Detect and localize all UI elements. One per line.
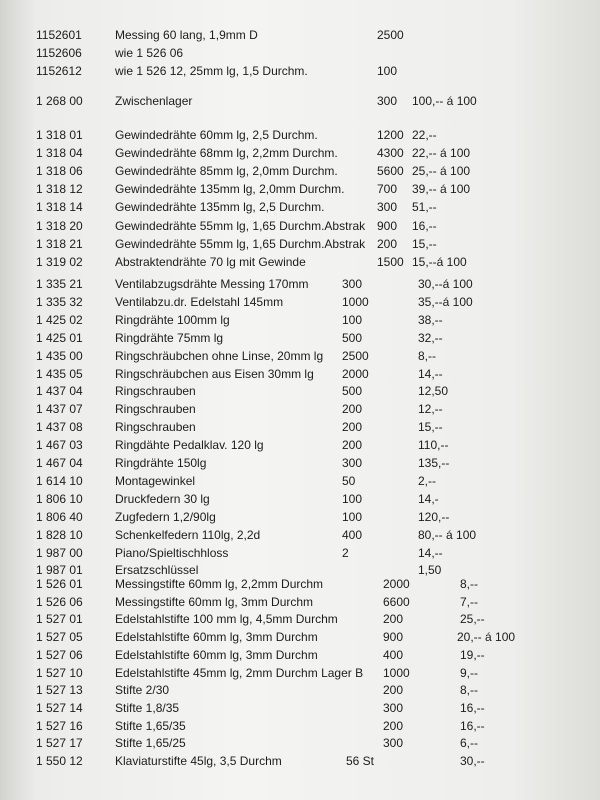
item-description: Stifte 1,65/35 [115,718,186,733]
price: 14,- [418,491,439,506]
price: 12,-- [418,402,443,417]
quantity: 100 [342,312,363,327]
table-row [0,382,600,400]
table-row [0,490,600,508]
item-description: Montagewinkel [115,473,196,488]
table-row [0,275,600,293]
table-row [0,26,600,44]
article-number: 1 527 17 [36,736,83,751]
article-number: 1152601 [36,28,82,42]
quantity: 1500 [377,254,404,269]
item-description: Ersatzschlüssel [115,563,199,578]
quantity: 300 [342,456,363,470]
table-row [0,664,600,682]
table-row [0,717,600,735]
quantity: 1000 [383,665,410,680]
table-row [0,508,600,526]
article-number: 1 318 06 [36,164,83,179]
article-number: 1 987 00 [36,545,83,560]
article-number: 1 614 10 [36,473,83,488]
table-row [0,126,600,144]
table-row [0,734,600,752]
article-number: 1 527 14 [36,700,83,715]
item-description: Messingstifte 60mm lg, 2,2mm Durchm [115,577,324,591]
quantity: 6600 [383,594,410,609]
quantity: 200 [342,420,363,435]
price: 51,-- [412,200,437,215]
article-number: 1 437 04 [36,384,83,399]
article-number: 1 806 10 [36,491,83,506]
price: 22,-- á 100 [412,146,471,161]
price: 80,-- á 100 [418,527,477,542]
table-row [0,144,600,162]
item-description: Schenkelfedern 110lg, 2,2d [115,527,261,542]
item-description: Klaviaturstifte 45lg, 3,5 Durchm [115,754,282,768]
price: 8,-- [418,348,436,363]
article-number: 1 435 00 [36,348,83,363]
price: 32,-- [418,330,443,345]
item-description: Stifte 2/30 [115,683,170,698]
price: 22,-- [412,128,437,142]
article-number: 1 268 00 [36,94,83,108]
item-description: Stifte 1,65/25 [115,736,186,751]
quantity: 500 [342,384,363,399]
table-row [0,217,600,235]
article-number: 1152606 [36,46,82,61]
item-description: Zwischenlager [115,94,193,108]
table-row [0,293,600,311]
quantity: 100 [342,491,363,506]
table-row [0,329,600,347]
article-number: 1 335 21 [36,277,83,291]
quantity: 300 [342,277,363,291]
table-row [0,235,600,253]
price: 8,-- [460,683,478,698]
item-description: Edelstahlstifte 60mm lg, 3mm Durchm [115,630,318,645]
price: 35,--á 100 [418,294,473,309]
item-description: Gewindedrähte 60mm lg, 2,5 Durchm. [115,128,318,142]
quantity: 1000 [342,294,369,309]
price: 30,--á 100 [418,277,473,291]
article-number: 1 527 01 [36,612,83,627]
article-number: 1 318 04 [36,146,83,161]
quantity: 2000 [383,577,410,591]
table-row [0,593,600,611]
article-number: 1 550 12 [36,754,83,768]
price: 9,-- [460,665,478,680]
quantity: 200 [342,438,363,453]
table-row [0,544,600,562]
table-row [0,752,600,770]
item-description: Piano/Spieltischhloss [115,545,229,560]
article-number: 1 425 01 [36,330,83,345]
price: 25,-- [460,612,485,627]
table-row [0,575,600,593]
quantity: 300 [383,736,404,751]
article-number: 1 527 13 [36,683,83,698]
item-description: Gewindedrähte 135mm lg, 2,5 Durchm. [115,200,325,215]
article-number: 1 435 05 [36,366,83,381]
price: 16,-- [460,700,485,715]
price: 2,-- [418,473,436,488]
price: 110,-- [418,438,449,453]
article-number: 1 318 21 [36,236,83,251]
quantity: 200 [342,402,363,417]
quantity: 200 [383,718,404,733]
quantity: 2500 [377,28,404,42]
quantity: 1200 [377,128,404,142]
quantity: 900 [377,218,398,233]
table-row [0,436,600,454]
quantity: 200 [383,612,404,627]
quantity: 400 [383,647,404,662]
article-number: 1 526 06 [36,594,83,609]
item-description: Ventilabzu.dr. Edelstahl 145mm [115,294,284,309]
table-row [0,162,600,180]
price: 14,-- [418,545,443,560]
quantity: 100 [342,509,363,524]
price: 15,-- [412,236,437,251]
table-row [0,628,600,646]
price: 8,-- [460,577,478,591]
table-row [0,180,600,198]
table-row [0,92,600,110]
quantity: 5600 [377,164,404,179]
price: 7,-- [460,594,478,609]
item-description: Ringschrauben [115,384,196,399]
price: 15,-- [418,420,443,435]
table-row [0,454,600,472]
article-number: 1 526 01 [36,577,83,591]
article-number: 1 828 10 [36,527,83,542]
table-row [0,610,600,628]
price: 6,-- [460,736,478,751]
item-description: Gewindedrähte 135mm lg, 2,0mm Durchm. [115,182,345,197]
table-row [0,699,600,717]
article-number: 1 437 07 [36,402,83,417]
quantity: 300 [377,94,398,108]
item-description: Messing 60 lang, 1,9mm D [115,28,258,42]
article-number: 1 527 16 [36,718,83,733]
item-description: Druckfedern 30 lg [115,491,210,506]
item-description: wie 1 526 06 [115,46,184,61]
table-row [0,198,600,216]
table-row [0,646,600,664]
item-description: Messingstifte 60mm lg, 3mm Durchm [115,594,314,609]
price: 30,-- [460,754,485,768]
table-row [0,44,600,62]
item-description: Edelstahlstifte 45mm lg, 2mm Durchm Lager B [115,665,364,680]
article-number: 1 318 01 [36,128,83,142]
article-number: 1 527 05 [36,630,83,645]
article-number: 1 318 12 [36,182,83,197]
item-description: Ringdrähte 150lg [115,456,207,470]
item-description: Ringschräubchen aus Eisen 30mm lg [115,366,314,381]
table-row [0,400,600,418]
article-number: 1 467 04 [36,456,83,470]
quantity: 2000 [342,366,369,381]
article-number: 1 806 40 [36,509,83,524]
article-number: 1 425 02 [36,312,83,327]
price: 135,-- [418,456,450,470]
price: 16,-- [412,218,437,233]
table-row [0,526,600,544]
item-description: Abstraktendrähte 70 lg mit Gewinde [115,254,306,269]
quantity: 700 [377,182,398,197]
article-number: 1 527 10 [36,665,83,680]
table-row [0,681,600,699]
item-description: Ringdähte Pedalklav. 120 lg [115,438,264,453]
quantity: 56 St [346,754,375,768]
article-number: 1 527 06 [36,647,83,662]
item-description: Zugfedern 1,2/90lg [115,509,216,524]
item-description: Edelstahlstifte 100 mm lg, 4,5mm Durchm [115,612,338,627]
article-number: 1 318 20 [36,218,83,233]
item-description: Stifte 1,8/35 [115,700,180,715]
table-row [0,347,600,365]
quantity: 300 [383,700,404,715]
price: 14,-- [418,366,443,381]
article-number: 1 318 14 [36,200,83,215]
article-number: 1152612 [36,64,82,79]
price: 100,-- á 100 [412,94,477,108]
price: 120,-- [418,509,450,524]
quantity: 200 [377,236,398,251]
item-description: Gewindedrähte 85mm lg, 2,0mm Durchm. [115,164,338,179]
table-row [0,365,600,383]
price: 15,--á 100 [412,254,467,269]
article-number: 1 987 01 [36,563,83,578]
table-row [0,311,600,329]
article-number: 1 335 32 [36,294,83,309]
item-description: Ringschrauben [115,402,196,417]
item-description: Ventilabzugsdrähte Messing 170mm [115,277,309,291]
item-description: Gewindedrähte 68mm lg, 2,2mm Durchm. [115,146,338,161]
item-description: Ringdrähte 100mm lg [115,312,230,327]
price: 25,-- á 100 [412,164,471,179]
article-number: 1 467 03 [36,438,83,453]
quantity: 100 [377,64,398,79]
quantity: 2 [342,545,349,560]
table-row [0,472,600,490]
item-description: Ringschrauben [115,420,196,435]
item-description: Ringschräubchen ohne Linse, 20mm lg [115,348,324,363]
quantity: 2500 [342,348,369,363]
quantity: 500 [342,330,363,345]
quantity: 900 [383,630,404,645]
quantity: 4300 [377,146,404,161]
quantity: 50 [342,473,356,488]
item-description: Ringdrähte 75mm lg [115,330,224,345]
quantity: 300 [377,200,398,215]
price: 1,50 [418,563,442,578]
table-row [0,253,600,271]
price: 16,-- [460,718,485,733]
table-row [0,62,600,80]
price: 19,-- [460,647,485,662]
price: 20,-- á 100 [457,630,516,645]
article-number: 1 437 08 [36,420,83,435]
quantity: 200 [383,683,404,698]
price: 39,-- á 100 [412,182,471,197]
item-description: Gewindedrähte 55mm lg, 1,65 Durchm.Abstrak [115,236,366,251]
item-description: wie 1 526 12, 25mm lg, 1,5 Durchm. [115,64,308,79]
price: 12,50 [418,384,449,399]
price: 38,-- [418,312,443,327]
quantity: 400 [342,527,363,542]
item-description: Edelstahlstifte 60mm lg, 3mm Durchm [115,647,318,662]
item-description: Gewindedrähte 55mm lg, 1,65 Durchm.Abstrak [115,218,366,233]
table-row [0,418,600,436]
article-number: 1 319 02 [36,254,83,269]
